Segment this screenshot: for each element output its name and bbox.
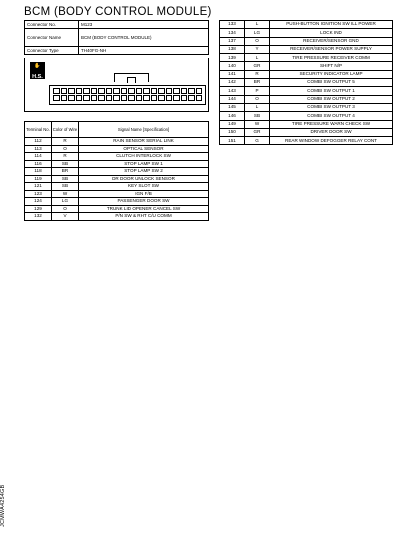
wire-color-header: Color of Wire: [52, 122, 79, 138]
connector-pin: [98, 95, 105, 101]
terminal-cell: 146: [220, 112, 245, 120]
pin-row: [53, 95, 202, 101]
connector-name-row: [25, 29, 209, 47]
connector-pin: [53, 95, 60, 101]
wire-color-cell: GR: [245, 62, 270, 70]
wire-color-cell: SB: [245, 112, 270, 120]
connector-pin: [188, 88, 195, 94]
connector-diagram: [24, 58, 209, 112]
signal-name-cell: LOCK IND: [270, 29, 393, 37]
connector-pin: [121, 88, 128, 94]
terminal-cell: 139: [220, 54, 245, 62]
signal-name-cell: DR DOOR UNLOCK SENSOR: [79, 175, 209, 183]
terminal-cell: 133: [220, 21, 245, 29]
terminal-cell: 123: [25, 190, 52, 198]
table-row: [25, 175, 209, 183]
wire-color-cell: L: [245, 54, 270, 62]
table-row: [220, 103, 393, 111]
connector-pin: [53, 88, 60, 94]
terminal-cell: 119: [25, 175, 52, 183]
signal-name-cell: PASSENGER DOOR SW: [79, 198, 209, 206]
signal-name-cell: COMBI SW OUTPUT 3: [270, 103, 393, 111]
hs-glyph: ✋: [34, 63, 41, 69]
table-row: [25, 145, 209, 153]
signal-name-cell: RECEIVER/SENSOR GND: [270, 37, 393, 45]
connector-pin: [113, 95, 120, 101]
signal-name-cell: TIRE PRESSURE RECEIVER COMM: [270, 54, 393, 62]
signal-table-right: [219, 20, 393, 145]
connector-pin: [166, 88, 173, 94]
signal-name-cell: COMBI SW OUTPUT 5: [270, 79, 393, 87]
connector-pin-grid: [53, 88, 202, 102]
wire-color-cell: P: [245, 87, 270, 95]
connector-pin: [61, 95, 68, 101]
connector-pin: [136, 95, 143, 101]
signal-name-cell: REAR WINDOW DEFOGGER RELAY CONT: [270, 137, 393, 145]
terminal-cell: 124: [25, 198, 52, 206]
wire-color-cell: W: [52, 190, 79, 198]
terminal-cell: 151: [220, 137, 245, 145]
table-row: [220, 37, 393, 45]
table-row: [220, 45, 393, 53]
terminal-cell: 112: [25, 138, 52, 146]
signal-name-header: Signal Name [Specification]: [79, 122, 209, 138]
signal-name-cell: OPTICAL SENSOR: [79, 145, 209, 153]
terminal-cell: 143: [220, 87, 245, 95]
connector-type-value: TH40FG-NH: [79, 47, 209, 55]
signal-name-cell: IGN F/B: [79, 190, 209, 198]
table-row: [25, 190, 209, 198]
wire-color-cell: BR: [52, 168, 79, 176]
wire-color-cell: O: [245, 37, 270, 45]
connector-pin: [83, 88, 90, 94]
connector-pin: [106, 88, 113, 94]
connector-no-value: M123: [79, 21, 209, 29]
table-row: [25, 153, 209, 161]
terminal-cell: 141: [220, 70, 245, 78]
connector-pin: [136, 88, 143, 94]
signal-name-cell: COMBI SW OUTPUT 4: [270, 112, 393, 120]
wire-color-cell: O: [245, 95, 270, 103]
connector-pin: [128, 88, 135, 94]
connector-pin: [181, 88, 188, 94]
table-row: [25, 183, 209, 191]
table-row: [25, 205, 209, 213]
signal-name-cell: RECEIVER/SENSOR POWER SUPPLY: [270, 45, 393, 53]
connector-pin: [196, 88, 203, 94]
terminal-cell: 113: [25, 145, 52, 153]
signal-name-cell: TRUNK LID OPENER CANCEL SW: [79, 205, 209, 213]
table-row: [220, 137, 393, 145]
terminal-cell: 142: [220, 79, 245, 87]
wire-color-cell: V: [52, 213, 79, 221]
connector-pin: [166, 95, 173, 101]
connector-pin: [121, 95, 128, 101]
wire-color-cell: SB: [52, 183, 79, 191]
connector-pin: [181, 95, 188, 101]
terminal-cell: 118: [25, 168, 52, 176]
terminal-cell: 149: [220, 120, 245, 128]
terminal-header: Terminal No.: [25, 122, 52, 138]
table-row: [220, 21, 393, 29]
wire-color-cell: GR: [245, 128, 270, 136]
connector-pin: [106, 95, 113, 101]
connector-type-row: [25, 47, 209, 55]
signal-name-cell: STOP LAMP SW 2: [79, 168, 209, 176]
connector-no-label: Connector No.: [25, 21, 79, 29]
wire-color-cell: LG: [245, 29, 270, 37]
wire-color-cell: L: [245, 21, 270, 29]
signal-name-cell: COMBI SW OUTPUT 2: [270, 95, 393, 103]
wire-color-cell: R: [52, 153, 79, 161]
signal-name-cell: TIRE PRESSURE WARN CHECK SW: [270, 120, 393, 128]
terminal-cell: 150: [220, 128, 245, 136]
pin-row: [53, 88, 202, 94]
connector-pin: [173, 95, 180, 101]
wire-color-cell: SB: [52, 160, 79, 168]
terminal-cell: 121: [25, 183, 52, 191]
signal-name-cell: SHIFT N/P: [270, 62, 393, 70]
signal-table-header: [25, 122, 209, 138]
connector-pin: [61, 88, 68, 94]
signal-name-cell: DRIVER DOOR SW: [270, 128, 393, 136]
connector-pin: [158, 88, 165, 94]
terminal-cell: 144: [220, 95, 245, 103]
signal-name-cell: PUSH-BUTTON IGNITION SW ILL POWER: [270, 21, 393, 29]
connector-pin: [76, 95, 83, 101]
connector-pin: [173, 88, 180, 94]
connector-pin: [128, 95, 135, 101]
connector-housing: [49, 85, 206, 105]
connector-lock-tab: [114, 73, 149, 82]
signal-name-cell: COMBI SW OUTPUT 1: [270, 87, 393, 95]
table-row: [25, 168, 209, 176]
signal-name-cell: STOP LAMP SW 1: [79, 160, 209, 168]
table-row: [220, 79, 393, 87]
table-row: [25, 213, 209, 221]
wire-color-cell: L: [245, 103, 270, 111]
connector-type-label: Connector Type: [25, 47, 79, 55]
connector-pin: [68, 95, 75, 101]
connector-no-row: [25, 21, 209, 29]
table-row: [220, 120, 393, 128]
connector-name-label: Connector Name: [25, 29, 79, 47]
terminal-cell: 134: [220, 29, 245, 37]
connector-pin: [158, 95, 165, 101]
table-row: [220, 112, 393, 120]
wire-color-cell: Y: [245, 45, 270, 53]
terminal-cell: 145: [220, 103, 245, 111]
wire-color-cell: SB: [52, 175, 79, 183]
connector-info-table: [24, 20, 209, 55]
connector-pin: [143, 88, 150, 94]
connector-pin: [188, 95, 195, 101]
table-row: [220, 87, 393, 95]
terminal-cell: 137: [220, 37, 245, 45]
signal-name-cell: CLUTCH INTERLOCK SW: [79, 153, 209, 161]
table-row: [220, 54, 393, 62]
connector-hand-icon: [30, 62, 45, 79]
connector-pin: [76, 88, 83, 94]
page-title: BCM (BODY CONTROL MODULE): [24, 6, 212, 18]
connector-pin: [151, 95, 158, 101]
signal-name-cell: SECURITY INDICATOR LAMP: [270, 70, 393, 78]
hs-label: H.S.: [32, 74, 43, 80]
table-row: [220, 95, 393, 103]
wire-color-cell: LG: [52, 198, 79, 206]
table-row: [25, 138, 209, 146]
signal-table-left-body: [25, 138, 209, 221]
terminal-cell: 138: [220, 45, 245, 53]
terminal-cell: 116: [25, 160, 52, 168]
wire-color-cell: W: [245, 120, 270, 128]
terminal-cell: 114: [25, 153, 52, 161]
signal-name-cell: RAIN SENSOR SERIAL LINK: [79, 138, 209, 146]
signal-name-cell: KEY SLOT SW: [79, 183, 209, 191]
wire-color-cell: O: [52, 145, 79, 153]
table-row: [220, 70, 393, 78]
connector-name-value: BCM (BODY CONTROL MODULE): [79, 29, 209, 47]
terminal-cell: 129: [25, 205, 52, 213]
connector-pin: [83, 95, 90, 101]
table-row: [220, 128, 393, 136]
terminal-cell: 140: [220, 62, 245, 70]
connector-pin: [91, 88, 98, 94]
connector-pin: [151, 88, 158, 94]
wire-color-cell: G: [245, 137, 270, 145]
wire-color-cell: R: [52, 138, 79, 146]
figure-code: JCMWA4254GB: [0, 484, 6, 527]
connector-pin: [196, 95, 203, 101]
signal-name-cell: P/N SW & RHT C/U COMM: [79, 213, 209, 221]
connector-pin: [98, 88, 105, 94]
connector-pin: [113, 88, 120, 94]
table-row: [25, 198, 209, 206]
connector-pin: [91, 95, 98, 101]
table-row: [220, 62, 393, 70]
wire-color-cell: BR: [245, 79, 270, 87]
signal-table-left: [24, 121, 209, 221]
connector-pin: [143, 95, 150, 101]
signal-table-right-body: [220, 21, 393, 145]
terminal-cell: 132: [25, 213, 52, 221]
wire-color-cell: R: [245, 70, 270, 78]
table-row: [220, 29, 393, 37]
table-row: [25, 160, 209, 168]
connector-pin: [68, 88, 75, 94]
wire-color-cell: O: [52, 205, 79, 213]
